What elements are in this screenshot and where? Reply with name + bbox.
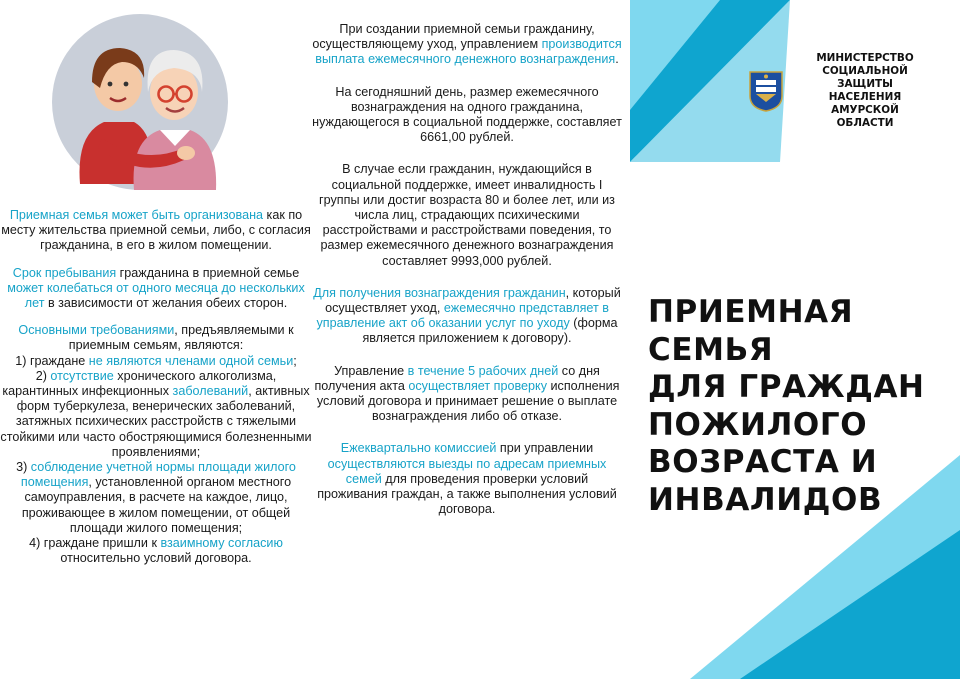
body-text: для проведения проверки условий проживания граждан, а также выполнения условий договора. bbox=[317, 471, 617, 517]
ministry-line: НАСЕЛЕНИЯ bbox=[828, 91, 902, 103]
paragraph-amount: На сегодняшний день, размер ежемесячного вознаграждения на одного гражданина, нуждающегося в социальной поддержке, составляет 6661,00 рублей. bbox=[312, 84, 622, 145]
requirement-item-3 bbox=[0, 460, 312, 536]
requirement-item-2 bbox=[0, 369, 312, 460]
title-line: ДЛЯ ГРАЖДАН bbox=[648, 369, 925, 405]
ministry-line: СОЦИАЛЬНОЙ bbox=[822, 65, 908, 77]
body-text: при управлении bbox=[496, 441, 594, 456]
middle-column bbox=[312, 0, 622, 679]
body-text: , установленной органом местного самоуправления, в расчете на каждое, лицо, проживающее в жилом помещении, от общей площади жилого помещения; bbox=[21, 475, 292, 535]
highlight-text: осуществляет проверку bbox=[408, 378, 547, 393]
body-text: (форма является приложением к договору). bbox=[362, 316, 618, 346]
ministry-line: ЗАЩИТЫ bbox=[837, 78, 893, 90]
highlight-text: взаимному согласию bbox=[160, 536, 283, 551]
title-line: ПРИЕМНАЯ bbox=[648, 294, 854, 330]
highlight-text: заболеваний bbox=[172, 384, 249, 399]
highlight-text: может колебаться от одного месяца до нескольких лет bbox=[7, 280, 305, 311]
body-text: , предъявляемыми к приемным семьям, являются: bbox=[68, 323, 294, 353]
ministry-name bbox=[800, 52, 930, 130]
body-text: 1) граждане bbox=[15, 353, 89, 368]
amur-region-emblem-icon bbox=[748, 70, 784, 112]
body-text: со дня получения акта bbox=[314, 363, 600, 393]
paragraph-increased-amount: В случае если гражданин, нуждающийся в социальной поддержке, имеет инвалидность I группы или достиг возраста 80 и более лет, или из числа лиц, страдающих психическими расстройствами и расстройствами поведения, то размер ежемесячного денежного вознаграждения составляет 9993,000 рублей. bbox=[319, 162, 615, 268]
requirement-item-1 bbox=[0, 354, 312, 369]
ministry-line: МИНИСТЕРСТВО bbox=[816, 52, 914, 64]
body-text: гражданина в приемной семье bbox=[116, 265, 300, 280]
body-text: ; bbox=[293, 353, 297, 368]
highlight-text: отсутствие bbox=[50, 368, 114, 383]
paragraph-inspections bbox=[312, 441, 622, 517]
title-line: СЕМЬЯ bbox=[648, 331, 774, 368]
caregiver-with-elderly-woman-illustration bbox=[52, 14, 228, 194]
body-text: 4) граждане пришли к bbox=[29, 536, 161, 551]
body-text: При создании приемной семьи гражданину, осуществляющему уход, управлением bbox=[312, 22, 595, 52]
left-column bbox=[0, 0, 312, 679]
highlight-text: Ежеквартально комиссией bbox=[340, 441, 497, 456]
paragraph-receiving bbox=[312, 286, 622, 347]
body-text: . bbox=[615, 52, 619, 67]
brochure-title bbox=[648, 294, 958, 519]
highlight-text: осуществляются выезды по адресам приемных семей bbox=[327, 456, 607, 486]
ministry-line: АМУРСКОЙ bbox=[831, 104, 899, 116]
body-text: исполнения условий договора и принимает решение о выплате вознаграждения либо об отказе. bbox=[316, 378, 620, 424]
title-line: ИНВАЛИДОВ bbox=[648, 481, 883, 518]
highlight-text: производится выплата ежемесячного денежного вознаграждения bbox=[315, 37, 622, 67]
body-text: , который осуществляет уход, bbox=[325, 285, 621, 316]
title-line: ВОЗРАСТА И bbox=[648, 444, 878, 480]
paragraph-payment bbox=[312, 22, 622, 68]
body-text: относительно условий договора. bbox=[60, 551, 252, 566]
body-text: 2) bbox=[35, 368, 51, 383]
highlight-text: Срок пребывания bbox=[12, 265, 117, 280]
highlight-text: в течение 5 рабочих дней bbox=[407, 363, 559, 378]
title-line: ПОЖИЛОГО bbox=[648, 406, 868, 443]
body-text: Управление bbox=[334, 363, 408, 378]
body-text: 3) bbox=[16, 460, 31, 475]
highlight-text: не являются членами одной семьи bbox=[88, 353, 294, 368]
body-text: хронического алкоголизма, карантинных инфекционных bbox=[2, 368, 277, 399]
requirement-item-4 bbox=[0, 536, 312, 566]
cover-panel bbox=[630, 0, 960, 679]
highlight-text: ежемесячно представляет в управление акт об оказании услуг по уходу bbox=[316, 301, 609, 331]
highlight-text: Основными требованиями bbox=[18, 323, 175, 338]
body-text: как по месту жительства приемной семьи, либо, с согласия гражданина, в его в жилом помещении. bbox=[1, 208, 311, 253]
paragraph-duration bbox=[0, 266, 312, 312]
paragraph-verification bbox=[312, 364, 622, 425]
paragraph-organization bbox=[0, 208, 312, 254]
ministry-line: ОБЛАСТИ bbox=[836, 117, 894, 129]
paragraph-requirements-intro bbox=[0, 323, 312, 353]
body-text: , активных форм туберкулеза, венерических заболеваний, затяжных психических расстройств с тяжелыми стойкими или часто обостряющимися болезненными проявлениями; bbox=[0, 384, 312, 459]
highlight-text: Для получения вознаграждения гражданин bbox=[313, 285, 566, 300]
body-text: в зависимости от желания обеих сторон. bbox=[44, 296, 288, 311]
highlight-text: Приемная семья может быть организована bbox=[9, 208, 264, 222]
highlight-text: соблюдение учетной нормы площади жилого помещения bbox=[20, 460, 296, 490]
